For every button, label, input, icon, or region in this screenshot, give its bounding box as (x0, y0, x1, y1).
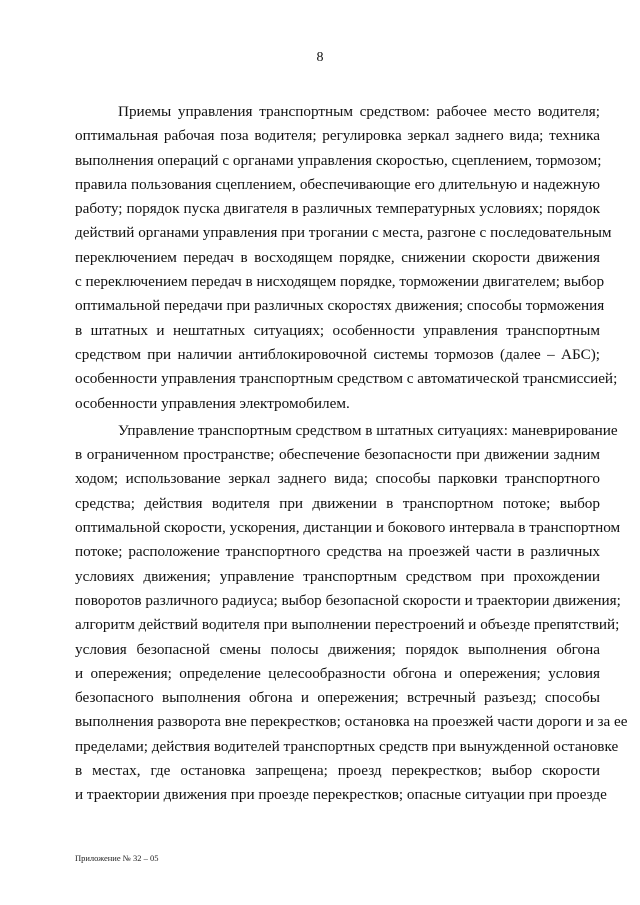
text-line: поворотов различного радиуса; выбор безопасной скорости и траектории движения; (75, 591, 621, 609)
text-line: оптимальной скорости, ускорения, дистанции и бокового интервала в транспортном (75, 519, 621, 537)
text-line: и опережения; определение целесообразности обгона и опережения; условия (75, 664, 600, 682)
text-line: средством при наличии антиблокировочной системы тормозов (далее – АБС); (75, 345, 600, 363)
text-line: в местах, где остановка запрещена; проезд перекрестков; выбор скорости (75, 762, 600, 780)
text-line: действий органами управления при трогании с места, разгоне с последовательным (75, 224, 612, 242)
text-line: условия безопасной смены полосы движения; порядок выполнения обгона (75, 640, 600, 658)
text-line: и траектории движения при проезде перекрестков; опасные ситуации при проезде (75, 786, 607, 804)
text-line: средства; действия водителя при движении в транспортном потоке; выбор (75, 494, 600, 512)
text-line: переключением передач в восходящем порядке, снижении скорости движения (75, 248, 600, 266)
text-line: Приемы управления транспортным средством: рабочее место водителя; (118, 103, 600, 120)
text-line: условиях движения; управление транспортным средством при прохождении (75, 567, 600, 585)
text-line: пределами; действия водителей транспортных средств при вынужденной остановке (75, 737, 619, 755)
text-line: в ограниченном пространстве; обеспечение безопасности при движении задним (75, 446, 600, 464)
text-line: Управление транспортным средством в штатных ситуациях: маневрирование (118, 421, 618, 439)
text-line: с переключением передач в нисходящем порядке, торможении двигателем; выбор (75, 273, 605, 291)
text-line: в штатных и нештатных ситуациях; особенности управления транспортным (75, 321, 600, 339)
text-line: правила пользования сцеплением, обеспечивающие его длительную и надежную (75, 175, 600, 193)
text-line: особенности управления транспортным средством с автоматической трансмиссией; (75, 370, 618, 388)
text-line: безопасного выполнения обгона и опережения; встречный разъезд; способы (75, 689, 600, 707)
text-line: особенности управления электромобилем. (75, 394, 350, 412)
text-line: потоке; расположение транспортного средства на проезжей части в различных (75, 543, 600, 561)
text-line: выполнения операций с органами управления скоростью, сцеплением, тормозом; (75, 151, 602, 169)
text-line: работу; порядок пуска двигателя в различных температурных условиях; порядок (75, 200, 600, 218)
text-line: оптимальной передачи при различных скоростях движения; способы торможения (75, 297, 605, 315)
text-line: выполнения разворота вне перекрестков; остановка на проезжей части дороги и за ее (75, 713, 628, 731)
text-line: алгоритм действий водителя при выполнении перестроений и объезде препятствий; (75, 616, 620, 634)
paragraph-driving-techniques (75, 100, 618, 416)
text-line: ходом; использование зеркал заднего вида; способы парковки транспортного (75, 470, 600, 488)
document-body (75, 100, 628, 808)
page-number: 8 (316, 50, 324, 65)
paragraph-normal-situations (75, 419, 628, 808)
footer-appendix-label: Приложение № 32 – 05 (75, 853, 159, 863)
text-line: оптимальная рабочая поза водителя; регулировка зеркал заднего вида; техника (75, 127, 600, 145)
